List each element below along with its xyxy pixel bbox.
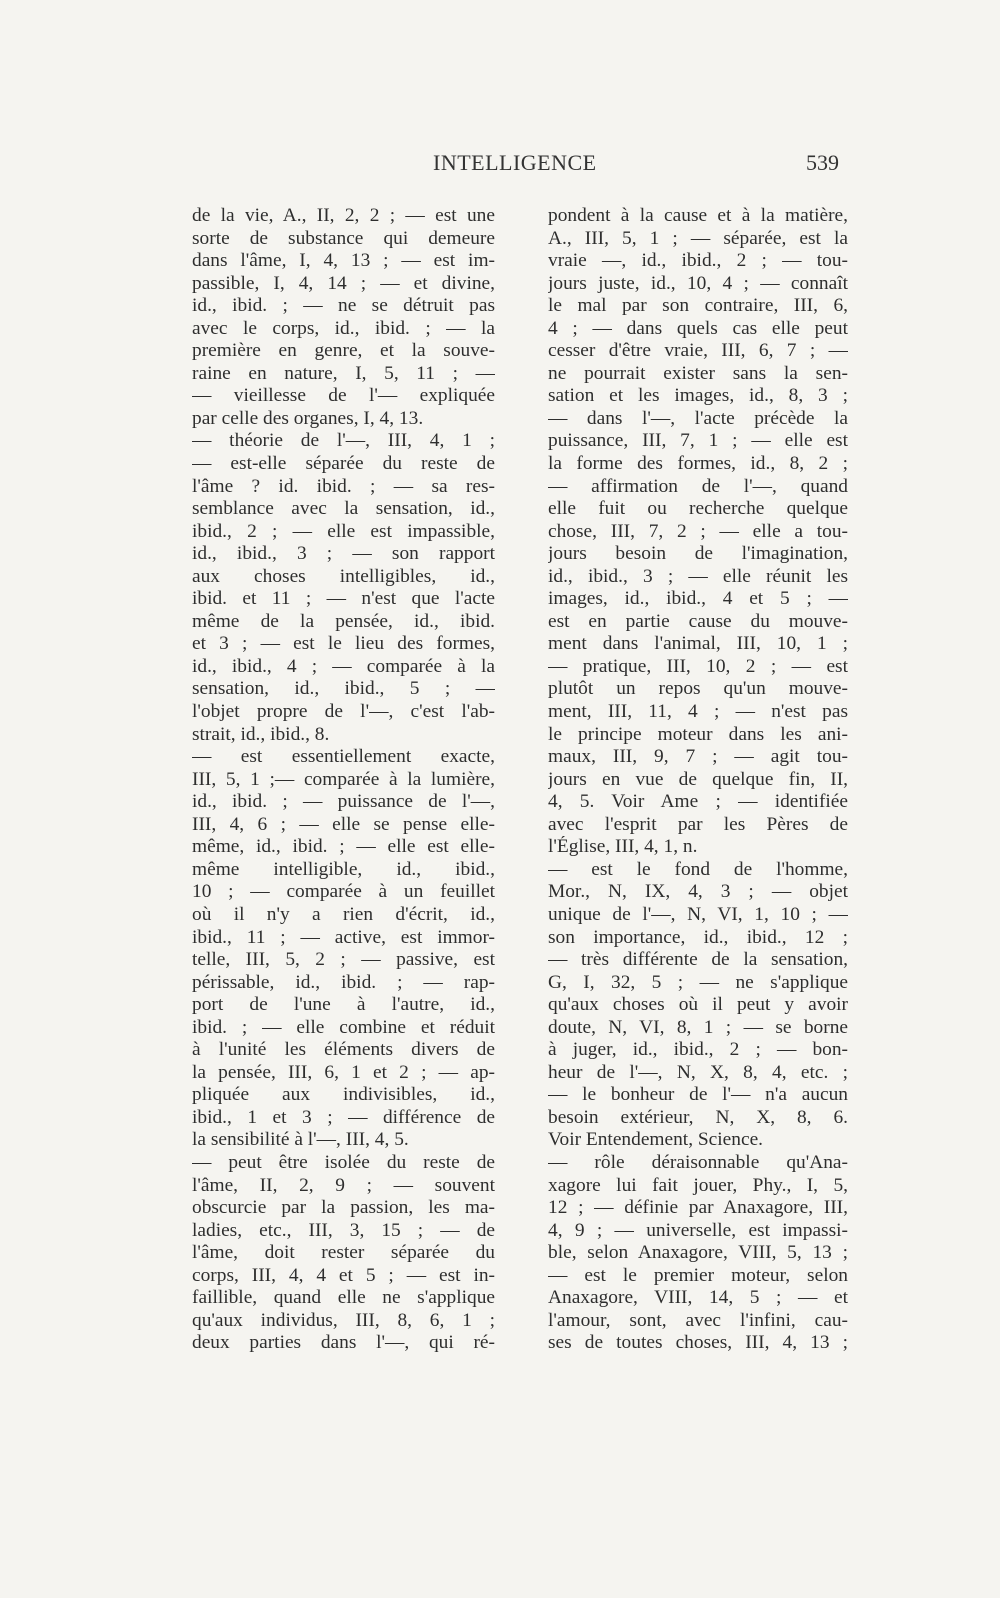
left-column	[192, 205, 495, 1355]
index-line: xagore lui fait jouer, Phy., I, 5,	[548, 1174, 848, 1196]
index-line: — pratique, III, 10, 2 ; — est	[548, 655, 848, 677]
running-head	[0, 150, 1000, 180]
index-line: ibid., 2 ; — elle est impassible,	[192, 520, 495, 542]
index-line: ble, selon Anaxagore, VIII, 5, 13 ;	[548, 1242, 848, 1264]
index-line: le mal par son contraire, III, 6,	[548, 295, 848, 317]
index-line: ment dans l'animal, III, 10, 1 ;	[548, 633, 848, 655]
index-line: est en partie cause du mouve-	[548, 610, 848, 632]
index-line: ses de toutes choses, III, 4, 13 ;	[548, 1332, 848, 1354]
index-line: obscurcie par la passion, les ma-	[192, 1197, 495, 1219]
index-line: Voir Entendement, Science.	[548, 1129, 764, 1151]
index-line: — est le fond de l'homme,	[548, 858, 848, 880]
index-line: ibid., 11 ; — active, est immor-	[192, 926, 495, 948]
index-line: même, id., ibid. ; — elle est elle-	[192, 836, 495, 858]
index-line: ladies, etc., III, 3, 15 ; — de	[192, 1219, 495, 1241]
index-line: l'objet propre de l'—, c'est l'ab-	[192, 701, 495, 723]
index-line: elle fuit ou recherche quelque	[548, 498, 848, 520]
index-line: — le bonheur de l'— n'a aucun	[548, 1084, 848, 1106]
index-line: — dans l'—, l'acte précède la	[548, 407, 848, 429]
index-line: id., ibid. ; — ne se détruit pas	[192, 295, 495, 317]
index-line: — est-elle séparée du reste de	[192, 453, 495, 475]
running-head-title: INTELLIGENCE	[433, 150, 597, 175]
index-line: puissance, III, 7, 1 ; — elle est	[548, 430, 848, 452]
index-line: id., ibid., 3 ; — elle réunit les	[548, 565, 848, 587]
index-line: même de la pensée, id., ibid.	[192, 610, 495, 632]
index-line: de la vie, A., II, 2, 2 ; — est une	[192, 205, 495, 226]
index-line: faillible, quand elle ne s'applique	[192, 1287, 495, 1309]
index-line: 12 ; — définie par Anaxagore, III,	[548, 1197, 848, 1219]
index-line: III, 5, 1 ;— comparée à la lumière,	[192, 768, 495, 790]
index-line: id., ibid., 4 ; — comparée à la	[192, 655, 495, 677]
index-line: la pensée, III, 6, 1 et 2 ; — ap-	[192, 1061, 495, 1083]
index-line: l'amour, sont, avec l'infini, cau-	[548, 1309, 848, 1331]
index-line: ibid. et 11 ; — n'est que l'acte	[192, 588, 495, 610]
index-line: aux choses intelligibles, id.,	[192, 565, 495, 587]
index-line: 4, 9 ; — universelle, est impassi-	[548, 1219, 848, 1241]
index-line: plutôt un repos qu'un mouve-	[548, 678, 848, 700]
index-line: Mor., N, IX, 4, 3 ; — objet	[548, 881, 848, 903]
index-line: — théorie de l'—, III, 4, 1 ;	[192, 430, 495, 452]
index-line: la forme des formes, id., 8, 2 ;	[548, 453, 848, 475]
index-line: heur de l'—, N, X, 8, 4, etc. ;	[548, 1061, 848, 1083]
index-line: dans l'âme, I, 4, 13 ; — est im-	[192, 250, 495, 272]
index-line: le principe moteur dans les ani-	[548, 723, 848, 745]
index-line: l'Église, III, 4, 1, n.	[548, 836, 698, 858]
index-line: avec l'esprit par les Pères de	[548, 813, 848, 835]
index-line: qu'aux individus, III, 8, 6, 1 ;	[192, 1309, 495, 1331]
index-line: doute, N, VI, 8, 1 ; — se borne	[548, 1016, 848, 1038]
index-line: l'âme, doit rester séparée du	[192, 1242, 495, 1264]
index-line: — vieillesse de l'— expliquée	[192, 385, 495, 407]
index-line: 10 ; — comparée à un feuillet	[192, 881, 495, 903]
index-line: l'âme, II, 2, 9 ; — souvent	[192, 1174, 495, 1196]
index-line: ibid., 1 et 3 ; — différence de	[192, 1106, 495, 1128]
index-line: ne pourrait exister sans la sen-	[548, 362, 848, 384]
index-line: 4, 5. Voir Ame ; — identifiée	[548, 791, 848, 813]
index-line: l'âme ? id. ibid. ; — sa res-	[192, 475, 495, 497]
index-line: la sensibilité à l'—, III, 4, 5.	[192, 1129, 409, 1151]
index-line: chose, III, 7, 2 ; — elle a tou-	[548, 520, 848, 542]
index-line: jours besoin de l'imagination,	[548, 543, 848, 565]
index-line: — affirmation de l'—, quand	[548, 475, 848, 497]
index-line: qu'aux choses où il peut y avoir	[548, 994, 848, 1016]
index-line: images, id., ibid., 4 et 5 ; —	[548, 588, 848, 610]
index-line: id., ibid. ; — puissance de l'—,	[192, 791, 495, 813]
index-line: — rôle déraisonnable qu'Ana-	[548, 1151, 848, 1173]
index-line: — très différente de la sensation,	[548, 949, 848, 971]
index-line: corps, III, 4, 4 et 5 ; — est in-	[192, 1264, 495, 1286]
index-line: maux, III, 9, 7 ; — agit tou-	[548, 746, 848, 768]
index-line: à l'unité les éléments divers de	[192, 1039, 495, 1061]
index-line: jours juste, id., 10, 4 ; — connaît	[548, 272, 848, 294]
index-line: à juger, id., ibid., 2 ; — bon-	[548, 1039, 848, 1061]
index-line: sorte de substance qui demeure	[192, 227, 495, 249]
index-line: deux parties dans l'—, qui ré-	[192, 1332, 495, 1354]
index-line: jours en vue de quelque fin, II,	[548, 768, 848, 790]
index-line: pliquée aux indivisibles, id.,	[192, 1084, 495, 1106]
index-line: ibid. ; — elle combine et réduit	[192, 1016, 495, 1038]
index-line: unique de l'—, N, VI, 1, 10 ; —	[548, 903, 848, 925]
index-line: et 3 ; — est le lieu des formes,	[192, 633, 495, 655]
index-line: son importance, id., ibid., 12 ;	[548, 926, 848, 948]
index-line: périssable, id., ibid. ; — rap-	[192, 971, 495, 993]
index-line: vraie —, id., ibid., 2 ; — tou-	[548, 250, 848, 272]
index-line: besoin extérieur, N, X, 8, 6.	[548, 1106, 848, 1128]
index-line: où il n'y a rien d'écrit, id.,	[192, 903, 495, 925]
index-line: avec le corps, id., ibid. ; — la	[192, 317, 495, 339]
index-line: III, 4, 6 ; — elle se pense elle-	[192, 813, 495, 835]
index-line: sation et les images, id., 8, 3 ;	[548, 385, 848, 407]
index-line: G, I, 32, 5 ; — ne s'applique	[548, 971, 848, 993]
index-line: passible, I, 4, 14 ; — et divine,	[192, 272, 495, 294]
page-number: 539	[806, 150, 839, 175]
index-line: — est le premier moteur, selon	[548, 1264, 848, 1286]
right-column	[548, 205, 848, 1355]
index-line: id., ibid., 3 ; — son rapport	[192, 543, 495, 565]
index-line: pondent à la cause et à la matière,	[548, 205, 848, 226]
index-line: ment, III, 11, 4 ; — n'est pas	[548, 701, 848, 723]
index-line: A., III, 5, 1 ; — séparée, est la	[548, 227, 848, 249]
index-line: première en genre, et la souve-	[192, 340, 495, 362]
index-line: 4 ; — dans quels cas elle peut	[548, 317, 848, 339]
index-line: sensation, id., ibid., 5 ; —	[192, 678, 495, 700]
index-line: raine en nature, I, 5, 11 ; —	[192, 362, 495, 384]
index-line: strait, id., ibid., 8.	[192, 723, 330, 745]
index-line: — peut être isolée du reste de	[192, 1151, 495, 1173]
index-line: semblance avec la sensation, id.,	[192, 498, 495, 520]
index-line: Anaxagore, VIII, 14, 5 ; — et	[548, 1287, 848, 1309]
index-line: par celle des organes, I, 4, 13.	[192, 407, 424, 429]
index-line: telle, III, 5, 2 ; — passive, est	[192, 949, 495, 971]
index-line: port de l'une à l'autre, id.,	[192, 994, 495, 1016]
index-line: — est essentiellement exacte,	[192, 746, 495, 768]
index-line: cesser d'être vraie, III, 6, 7 ; —	[548, 340, 848, 362]
index-line: même intelligible, id., ibid.,	[192, 858, 495, 880]
